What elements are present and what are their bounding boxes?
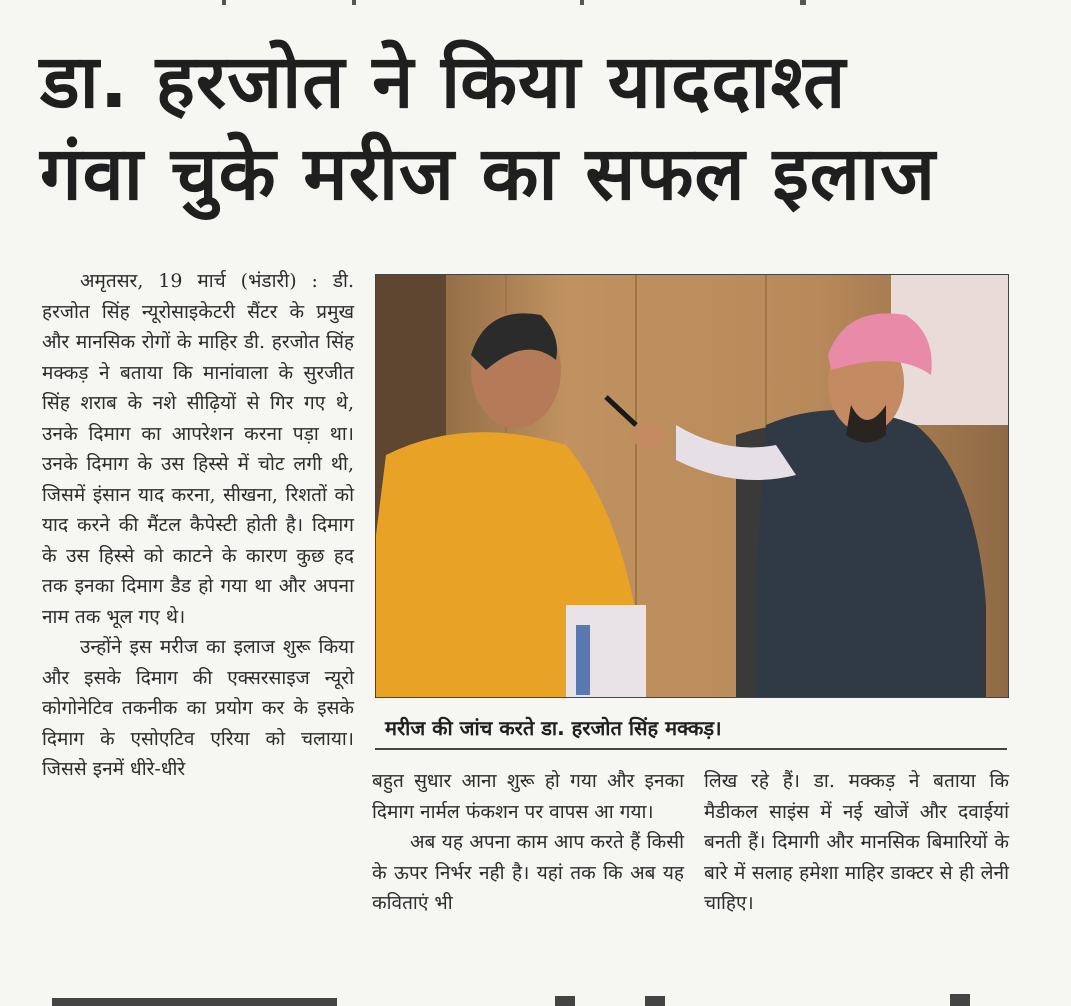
cut-off-text-bottom — [0, 990, 1071, 1006]
photo-caption: मरीज की जांच करते डा. हरजोत सिंह मक्कड़। — [385, 716, 722, 740]
article-paragraph: अब यह अपना काम आप करते हैं किसी के ऊपर निर्भर नही है। यहां तक कि अब यह कविताएं भी — [372, 831, 684, 914]
headline-line-1: डा. हरजोत ने किया याददाश्त — [40, 39, 847, 125]
article-paragraph: लिख रहे हैं। डा. मक्कड़ ने बताया कि मैडीकल साइंस में नई खोजें और दवाईयां बनती हैं। दिमागी और मानसिक बिमारियों के बारे में सलाह हमेशा माहिर डाक्टर से ही लेनी चाहिए। — [704, 770, 1009, 914]
article-column-1 — [42, 266, 354, 785]
caption-divider — [375, 748, 1007, 750]
headline — [40, 36, 1040, 220]
article-paragraph: अमृतसर, 19 मार्च (भंडारी) : डी. हरजोत सिंह न्यूरोसाइकेटरी सैंटर के प्रमुख और मानसिक रोगों के माहिर डी. हरजोत सिंह मक्कड़ ने बताया कि मानांवाला के सुरजीत सिंह शराब के नशे सीढ़ियों से गिर गए थे, उनके दिमाग का आपरेशन करना पड़ा था। उनके दिमाग के उस हिस्से में चोट लगी थी, जिसमें इंसान याद करना, सीखना, रिशतों को याद करने की मैंटल कैपेस्टी होती है। दिमाग के उस हिस्से को काटने के कारण कुछ हद तक इनका दिमाग डैड हो गया था और अपना नाम तक भूल गए थे। — [42, 270, 354, 628]
article-column-3 — [704, 766, 1009, 919]
cut-off-text-top — [0, 0, 1071, 8]
article-column-2 — [372, 766, 684, 919]
headline-line-2: गंवा चुके मरीज का सफल इलाज — [40, 131, 937, 217]
article-paragraph: उन्होंने इस मरीज का इलाज शुरू किया और इसके दिमाग की एक्सरसाइज न्यूरो कोगोनेटिव तकनीक का प्रयोग कर के इसके दिमाग के एसोएटिव एरिया को चलाया। जिससे इनमें धीरे-धीरे — [42, 636, 354, 780]
doctor-examining-patient-image — [376, 275, 1008, 697]
article-paragraph: बहुत सुधार आना शुरू हो गया और इनका दिमाग नार्मल फंकशन पर वापस आ गया। — [372, 770, 684, 823]
news-photo — [375, 274, 1009, 698]
